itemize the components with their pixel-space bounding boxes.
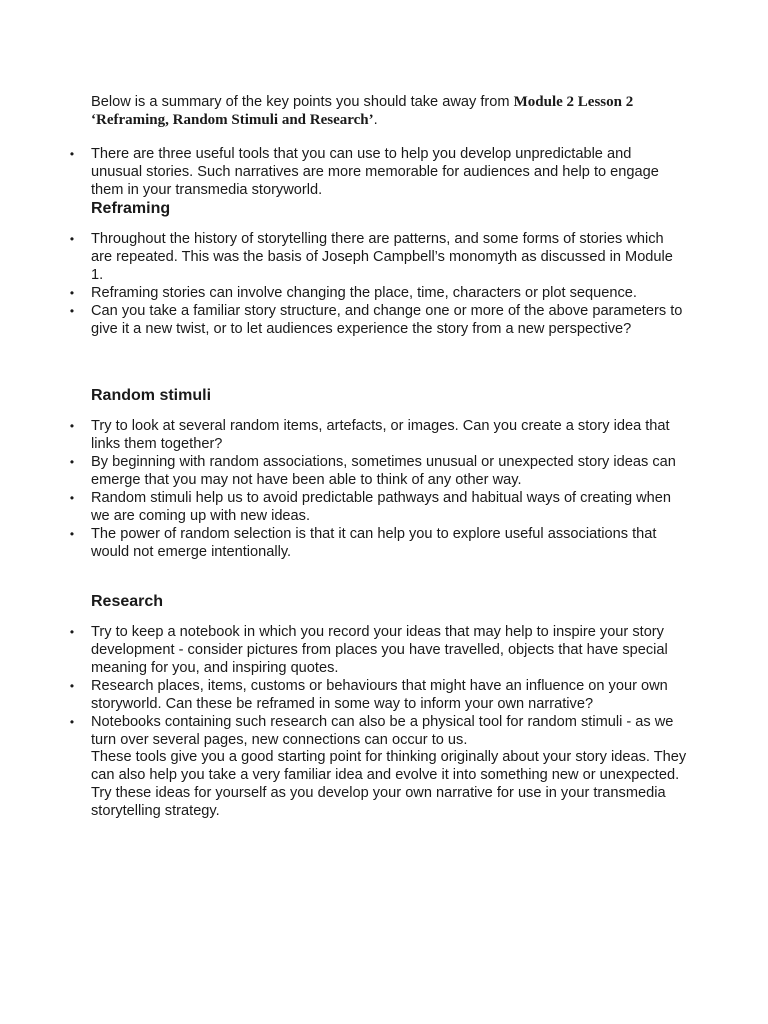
bullet-icon: •	[69, 679, 75, 693]
bullet-icon: •	[69, 625, 75, 639]
list-item	[66, 677, 686, 713]
list-item-text: Can you take a familiar story structure, and change one or more of the above parameters to give it a new twist, or to let audiences experience the story from a new perspective?	[91, 303, 683, 337]
list-item-text: Throughout the history of storytelling there are patterns, and some forms of stories which are repeated. This was the basis of Joseph Campbell’s monomyth as discussed in Module 1.	[91, 231, 673, 283]
list-item	[66, 623, 686, 677]
list-item	[66, 230, 686, 284]
intro-end: .	[373, 112, 378, 128]
list-item	[66, 489, 686, 525]
list-item	[66, 713, 686, 749]
list-item-text: Reframing stories can involve changing the place, time, characters or plot sequence.	[91, 285, 637, 301]
bullet-icon: •	[69, 455, 75, 469]
list-item-text: Try to keep a notebook in which you record your ideas that may help to inspire your story development - consider pictures from places you have travelled, objects that have special meaning for you, and inspiring quotes.	[91, 624, 668, 676]
list-item	[66, 145, 686, 199]
list-item	[66, 453, 686, 489]
list-item-text: Research places, items, customs or behaviours that might have an influence on your own storyworld. Can these be reframed in some way to inform your own narrative?	[91, 678, 668, 712]
bullet-icon: •	[69, 419, 75, 433]
list-item	[66, 417, 686, 453]
research-list	[66, 623, 686, 749]
random-stimuli-heading: Random stimuli	[91, 387, 212, 404]
intro-lead: Below is a summary of the key points you should take away from	[91, 94, 514, 110]
list-item	[66, 525, 686, 561]
list-item-text: The power of random selection is that it can help you to explore useful associations that would not emerge intentionally.	[91, 526, 657, 560]
bullet-icon: •	[69, 527, 75, 541]
list-item	[66, 302, 686, 338]
reframing-list	[66, 230, 686, 338]
bullet-icon: •	[69, 286, 75, 300]
bullet-icon: •	[69, 147, 75, 161]
closing-paragraph: These tools give you a good starting point for thinking originally about your story ideas. They can also help you take a very familiar idea and evolve it into something new or unexpected. Try these ideas for yourself as you develop your own narrative for use in your transmedia storytelling strategy.	[91, 749, 687, 819]
intro-paragraph	[91, 93, 691, 129]
bullet-icon: •	[69, 491, 75, 505]
bullet-icon: •	[69, 715, 75, 729]
list-item-text: Random stimuli help us to avoid predictable pathways and habitual ways of creating when we are coming up with new ideas.	[91, 490, 672, 524]
bullet-icon: •	[69, 232, 75, 246]
overview-list	[66, 145, 686, 199]
list-item	[66, 284, 686, 302]
list-item-text: Try to look at several random items, artefacts, or images. Can you create a story idea that links them together?	[91, 418, 670, 452]
reframing-heading: Reframing	[91, 200, 171, 217]
module-reference: Module 2 Lesson 2 ‘Reframing, Random Stimuli and Research’	[91, 94, 634, 128]
bullet-icon: •	[69, 304, 75, 318]
list-item-text: There are three useful tools that you can use to help you develop unpredictable and unusual stories. Such narratives are more memorable for audiences and help to engage them in your transmedia storyworld.	[91, 146, 659, 198]
random-stimuli-list	[66, 417, 686, 561]
list-item-text: By beginning with random associations, sometimes unusual or unexpected story ideas can emerge that you may not have been able to think of any other way.	[91, 454, 676, 488]
list-item-text: Notebooks containing such research can also be a physical tool for random stimuli - as we turn over several pages, new connections can occur to us.	[91, 714, 674, 748]
research-heading: Research	[91, 593, 164, 610]
